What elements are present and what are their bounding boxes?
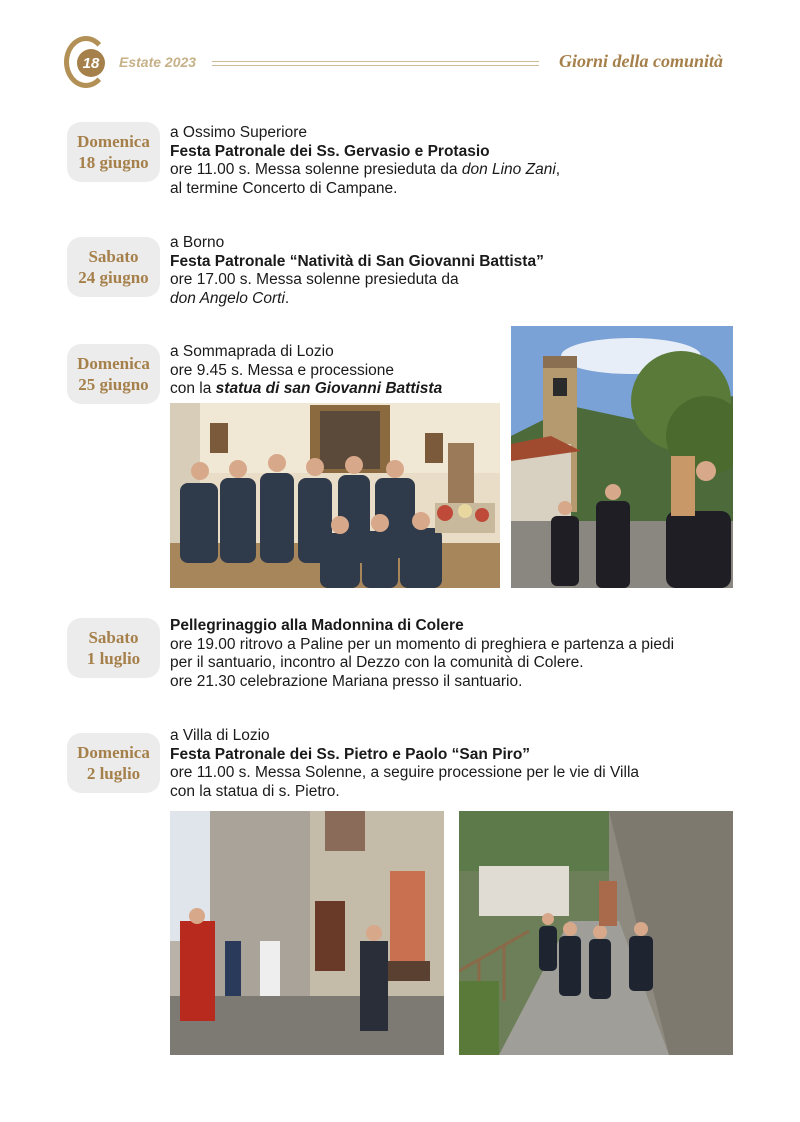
date-weekday: Domenica	[77, 743, 150, 762]
event-place: a Borno	[170, 234, 225, 251]
photo-village-street-statue	[170, 811, 444, 1055]
date-badge-2-luglio	[67, 733, 160, 793]
event-place: a Villa di Lozio	[170, 727, 270, 744]
date-badge-24-giugno	[67, 237, 160, 297]
photo-bell-tower-procession	[511, 326, 733, 588]
statue-name: statua di san Giovanni Battista	[215, 380, 443, 397]
punctuation: ,	[555, 161, 561, 178]
event-title: Festa Patronale “Natività di San Giovanni Battista”	[170, 252, 544, 270]
date-weekday: Domenica	[77, 354, 150, 373]
date-weekday: Domenica	[77, 132, 150, 151]
header-rule-top	[212, 61, 539, 62]
event-time-line: ore 11.00 s. Messa Solenne, a seguire processione per le vie di Villa	[170, 764, 640, 781]
event-place: a Ossimo Superiore	[170, 124, 307, 141]
date-badge-1-luglio	[67, 618, 160, 678]
header-rule-bottom	[212, 65, 539, 66]
page-number: 18	[77, 49, 105, 77]
photo-group-in-church	[170, 403, 500, 588]
photo-mountain-path-procession	[459, 811, 733, 1055]
event-borno	[170, 234, 544, 308]
event-villa-di-lozio	[170, 727, 639, 801]
event-place: a Sommaprada di Lozio	[170, 343, 334, 360]
date-day: 18 giugno	[78, 153, 149, 172]
celebrant-name: don Angelo Corti	[170, 289, 285, 307]
event-sommaprada	[170, 343, 442, 399]
section-title: Giorni della comunità	[558, 51, 723, 71]
celebrant-name: don Lino Zani	[461, 161, 556, 178]
event-detail-line	[170, 380, 442, 399]
event-title: Festa Patronale dei Ss. Gervasio e Protasio	[170, 142, 490, 160]
date-weekday: Sabato	[88, 247, 139, 266]
date-day: 1 luglio	[86, 649, 141, 668]
event-detail-text: con la	[170, 380, 216, 397]
date-day: 2 luglio	[86, 764, 141, 783]
event-detail: con la statua di s. Pietro.	[170, 782, 340, 800]
punctuation: .	[284, 289, 290, 307]
event-time-text: ore 11.00 s. Messa solenne presieduta da	[170, 161, 462, 178]
event-detail: al termine Concerto di Campane.	[170, 179, 398, 197]
event-title: Pellegrinaggio alla Madonnina di Colere	[170, 617, 464, 634]
event-time-line: ore 9.45 s. Messa e processione	[170, 361, 395, 379]
date-day: 24 giugno	[78, 268, 149, 287]
issue-label: Estate 2023	[119, 54, 197, 70]
date-day: 25 giugno	[78, 375, 149, 394]
page-header	[0, 0, 800, 100]
event-time-line: ore 17.00 s. Messa solenne presieduta da	[170, 271, 459, 288]
event-time-line: ore 19.00 ritrovo a Paline per un momento di preghiera e partenza a piedi	[170, 635, 675, 653]
date-badge-18-giugno	[67, 122, 160, 182]
date-badge-25-giugno	[67, 344, 160, 404]
event-ossimo	[170, 124, 560, 198]
event-detail-2: ore 21.30 celebrazione Mariana presso il santuario.	[170, 672, 523, 690]
event-detail: per il santuario, incontro al Dezzo con la comunità di Colere.	[170, 654, 584, 671]
event-time-line	[170, 161, 560, 180]
date-weekday: Sabato	[88, 628, 139, 647]
event-title: Festa Patronale dei Ss. Pietro e Paolo “San Piro”	[170, 745, 531, 763]
event-pellegrinaggio	[170, 617, 674, 691]
event-celebrant-line	[170, 290, 544, 309]
